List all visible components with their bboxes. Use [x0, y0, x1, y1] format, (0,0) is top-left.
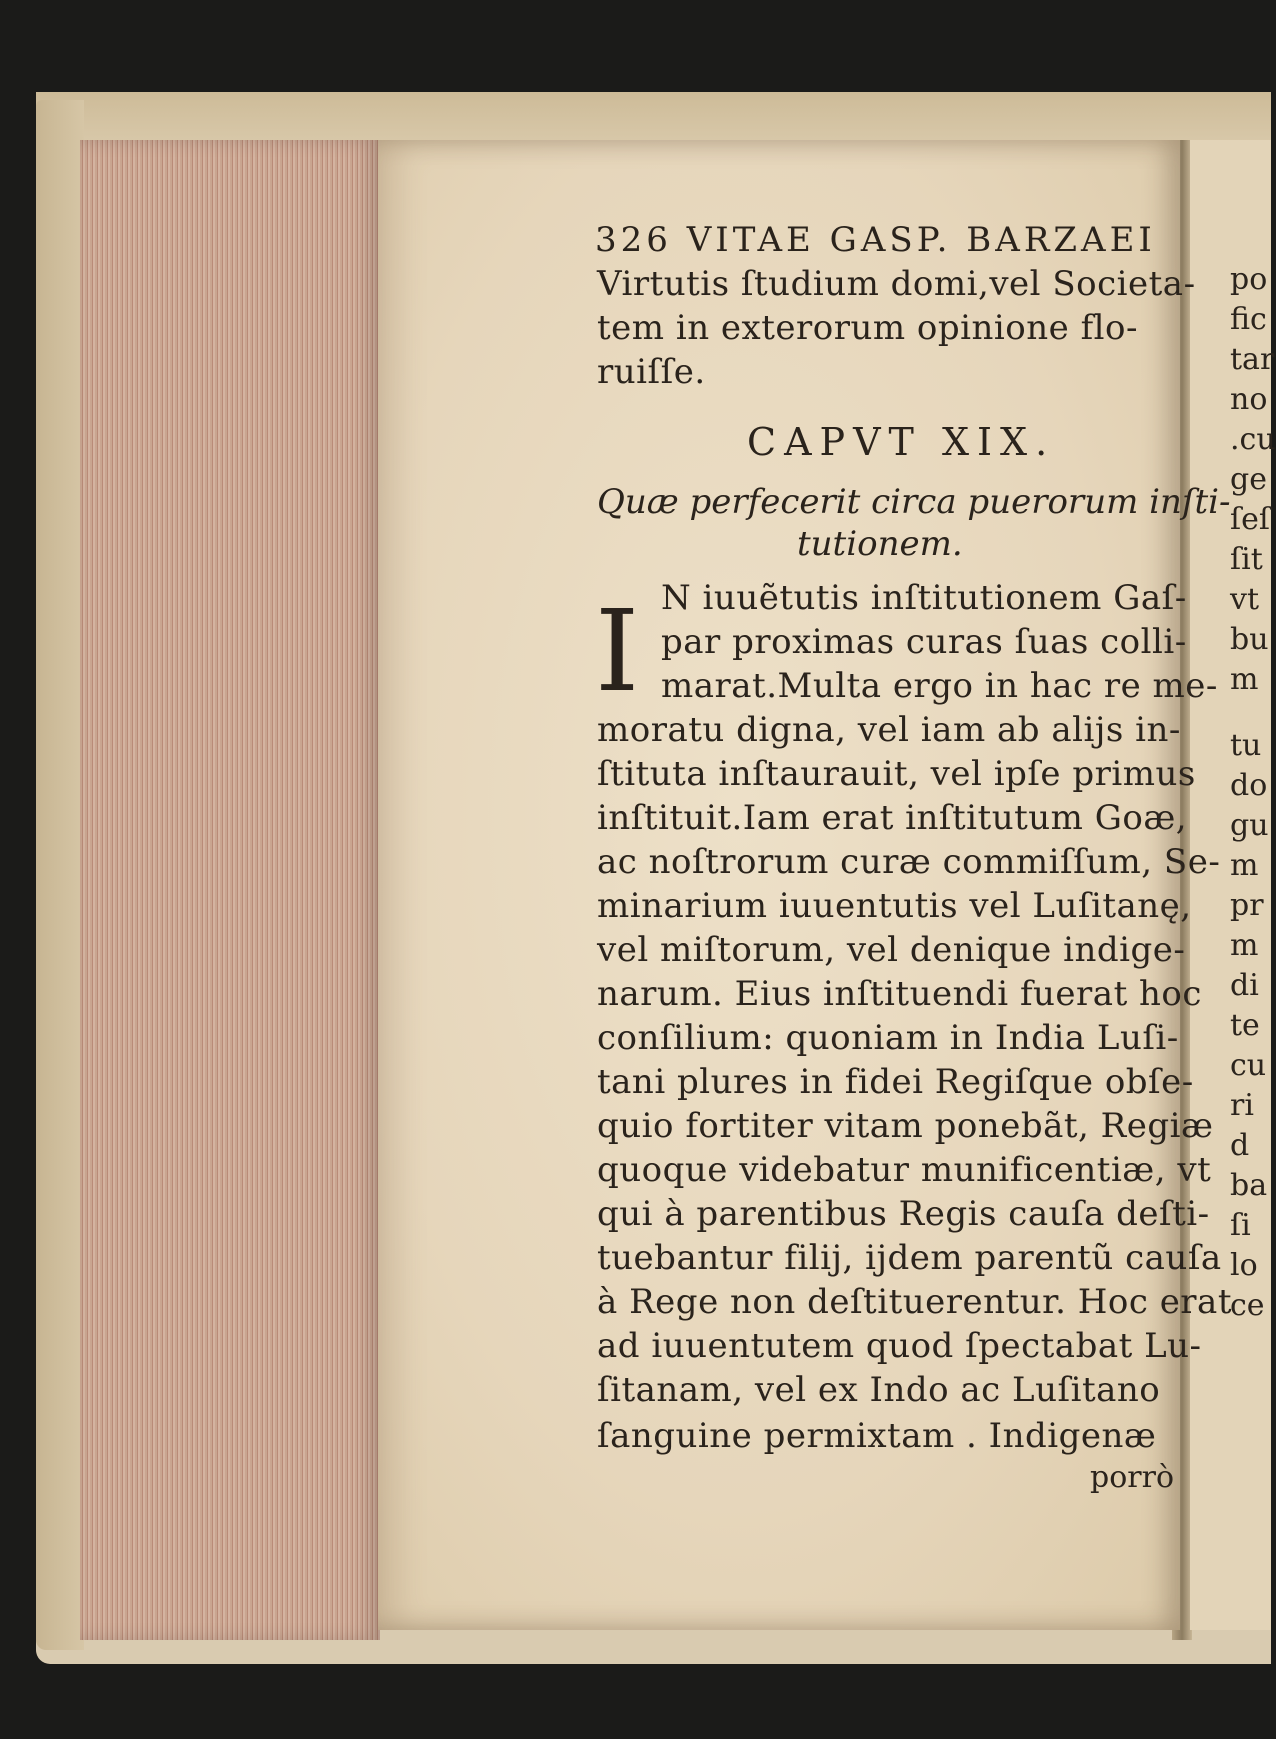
body-line: ſtituta inſtaurauit, vel ipſe primus — [597, 754, 1196, 794]
body-line: quoque videbatur munificentiæ, vt — [597, 1150, 1212, 1190]
body-line: minarium iuuentutis vel Luſitanę, — [597, 886, 1192, 926]
facing-page-text-fragment: ge — [1230, 462, 1267, 497]
body-line: quio fortiter vitam ponebãt, Regiæ — [597, 1106, 1214, 1146]
facing-page-text-fragment: m — [1230, 848, 1259, 883]
facing-page-text-fragment: m — [1230, 928, 1259, 963]
facing-page-text-fragment: lo — [1230, 1248, 1258, 1283]
facing-page-text-fragment: po — [1230, 262, 1268, 297]
body-line: tuebantur filij, ijdem parentũ cauſa — [597, 1238, 1222, 1278]
intro-line: ruiſſe. — [597, 352, 706, 392]
body-line: N iuuẽtutis inſtitutionem Gaſ- — [661, 578, 1187, 618]
facing-page-text-fragment: tar — [1230, 342, 1275, 377]
chapter-subtitle: tutionem. — [797, 524, 963, 564]
body-line: ſanguine permixtam . Indigenæ — [597, 1416, 1157, 1456]
facing-page-text-fragment: bu — [1230, 622, 1269, 657]
cover-top-edge — [36, 92, 1271, 142]
body-line: ac noſtrorum curæ commiſſum, Se- — [597, 842, 1221, 882]
cover-left-edge — [36, 100, 84, 1650]
body-line: par proximas curas ſuas colli- — [661, 622, 1187, 662]
facing-page-text-fragment: ſit — [1230, 542, 1263, 577]
body-line: qui à parentibus Regis cauſa deſti- — [597, 1194, 1210, 1234]
page-block-edge — [80, 140, 380, 1640]
facing-page-text-fragment: pr — [1230, 888, 1264, 923]
facing-page-text-fragment: cu — [1230, 1048, 1267, 1083]
running-head: 326 VITAE GASP. BARZAEI — [595, 220, 1156, 260]
facing-page-text-fragment: .cu — [1230, 422, 1276, 457]
body-line: vel miſtorum, vel denique indige- — [597, 930, 1186, 970]
facing-page-text-fragment: ſeſ — [1230, 502, 1270, 537]
facing-page-fragment — [1190, 140, 1276, 1630]
chapter-heading: CAPVT XIX. — [747, 420, 1056, 464]
body-line: ad iuuentutem quod ſpectabat Lu- — [597, 1326, 1202, 1366]
chapter-subtitle: Quæ perfecerit circa puerorum inſti- — [597, 482, 1231, 522]
facing-page-text-fragment: ce — [1230, 1288, 1265, 1323]
facing-page-text-fragment: ba — [1230, 1168, 1268, 1203]
facing-page-text-fragment: tu — [1230, 728, 1262, 763]
facing-page-text-fragment: fic — [1230, 302, 1267, 337]
body-line: marat.Multa ergo in hac re me- — [661, 666, 1218, 706]
body-line: inſtituit.Iam erat inſtitutum Goæ, — [597, 798, 1188, 838]
body-line: à Rege non deſtituerentur. Hoc erat — [597, 1282, 1232, 1322]
facing-page-text-fragment: te — [1230, 1008, 1260, 1043]
drop-initial: I — [595, 587, 640, 717]
facing-page-text-fragment: gu — [1230, 808, 1269, 843]
facing-page-text-fragment: di — [1230, 968, 1259, 1003]
body-line: tani plures in fidei Regiſque obſe- — [597, 1062, 1194, 1102]
intro-line: tem in exterorum opinione flo- — [597, 308, 1139, 348]
facing-page-text-fragment: do — [1230, 768, 1268, 803]
facing-page-text-fragment: m — [1230, 662, 1259, 697]
body-line: moratu digna, vel iam ab alijs in- — [597, 710, 1181, 750]
body-line: conſilium: quoniam in India Luſi- — [597, 1018, 1179, 1058]
facing-page-text-fragment: vt — [1230, 582, 1260, 617]
intro-line: Virtutis ſtudium domi,vel Societa- — [597, 264, 1196, 304]
facing-page-text-fragment: ri — [1230, 1088, 1254, 1123]
body-line: ſitanam, vel ex Indo ac Luſitano — [597, 1370, 1161, 1410]
facing-page-text-fragment: no — [1230, 382, 1268, 417]
body-line: narum. Eius inſtituendi fuerat hoc — [597, 974, 1202, 1014]
facing-page-text-fragment: ſi — [1230, 1208, 1251, 1243]
catchword: porrò — [1090, 1460, 1175, 1495]
facing-page-text-fragment: d — [1230, 1128, 1250, 1163]
